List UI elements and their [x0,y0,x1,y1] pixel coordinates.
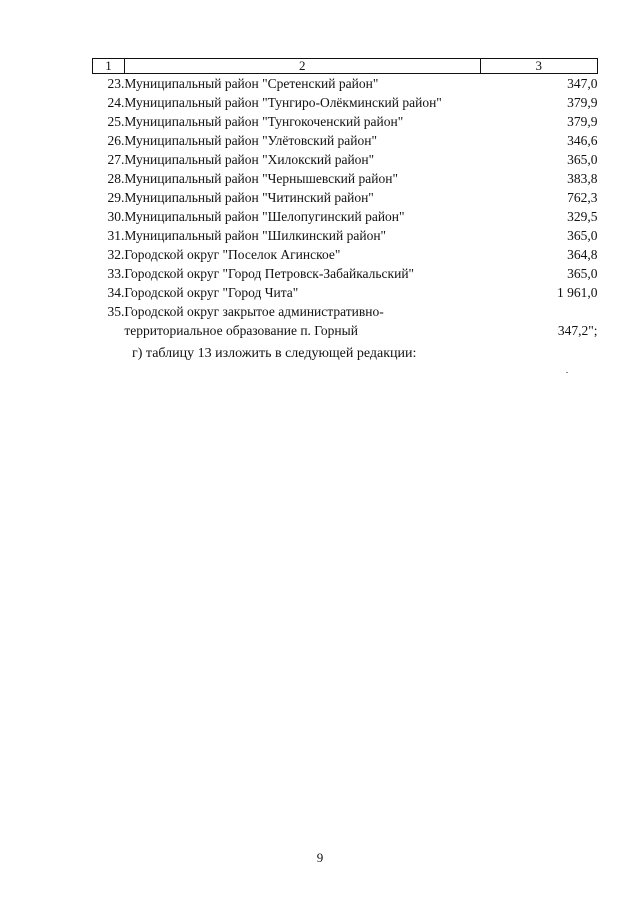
table-row [93,226,598,245]
table-header [93,59,598,74]
table-row [93,112,598,131]
row-name [124,245,480,264]
row-name [124,264,480,283]
table-row [93,245,598,264]
row-name [124,207,480,226]
row-value: 365,0 [567,266,598,281]
row-value: 347,2"; [557,323,598,338]
row-name-line: Городской округ "Город Чита" [124,285,299,300]
row-number: 30. [107,209,125,224]
row-value: 379,9 [567,114,598,129]
row-number: 32. [107,247,125,262]
row-number: 27. [107,152,125,167]
table-row [93,93,598,112]
data-table [92,58,598,340]
row-value: 365,0 [567,152,598,167]
row-number: 31. [107,228,125,243]
page-number: 9 [316,850,324,865]
table-row [93,283,598,302]
row-name-line: Муниципальный район "Тунгиро-Олёкминский район" [124,95,442,110]
row-name [124,131,480,150]
row-value: 762,3 [567,190,598,205]
row-value: 365,0 [567,228,598,243]
row-number: 29. [107,190,125,205]
table-row [93,74,598,94]
table-row [93,188,598,207]
table-body [93,74,598,341]
row-name-line: территориальное образование п. Горный [124,323,358,338]
row-name [124,93,480,112]
row-value: 383,8 [567,171,598,186]
row-name [124,283,480,302]
row-number: 33. [107,266,125,281]
row-number: 23. [107,76,125,91]
header-col-3: 3 [480,59,597,74]
row-name [124,169,480,188]
row-name-line: Городской округ "Поселок Агинское" [124,247,341,262]
row-name [124,112,480,131]
row-name-line: Городской округ закрытое административно- [124,304,384,319]
header-col-1: 1 [93,59,125,74]
row-value: 1 961,0 [557,285,598,300]
scan-speck [566,372,568,373]
row-value: 379,9 [567,95,598,110]
table-row [93,207,598,226]
row-name-line: Муниципальный район "Читинский район" [124,190,374,205]
table-header-row [93,59,598,74]
row-number: 26. [107,133,125,148]
row-value: 364,8 [567,247,598,262]
row-name [124,302,480,340]
row-name-line: Муниципальный район "Хилокский район" [124,152,375,167]
row-number: 35. [107,304,125,319]
row-name-line: Муниципальный район "Чернышевский район" [124,171,398,186]
row-name-line: Муниципальный район "Улётовский район" [124,133,377,148]
table-row [93,131,598,150]
row-name-line: Муниципальный район "Шилкинский район" [124,228,387,243]
row-number: 25. [107,114,125,129]
row-value: 347,0 [567,76,598,91]
header-col-2: 2 [124,59,480,74]
row-name-line: Городской округ "Город Петровск-Забайкальский" [124,266,415,281]
row-name [124,150,480,169]
row-number: 34. [107,285,125,300]
row-number: 24. [107,95,125,110]
table-row [93,169,598,188]
table-row [93,302,598,340]
row-value: 329,5 [567,209,598,224]
row-name [124,188,480,207]
row-name [124,74,480,94]
instruction-paragraph: г) таблицу 13 изложить в следующей редакции: [132,346,417,361]
row-name-line: Муниципальный район "Сретенский район" [124,76,379,91]
table-row [93,150,598,169]
row-name-line: Муниципальный район "Тунгокоченский район" [124,114,404,129]
row-name [124,226,480,245]
row-number: 28. [107,171,125,186]
row-value: 346,6 [567,133,598,148]
row-name-line: Муниципальный район "Шелопугинский район" [124,209,405,224]
table-row [93,264,598,283]
